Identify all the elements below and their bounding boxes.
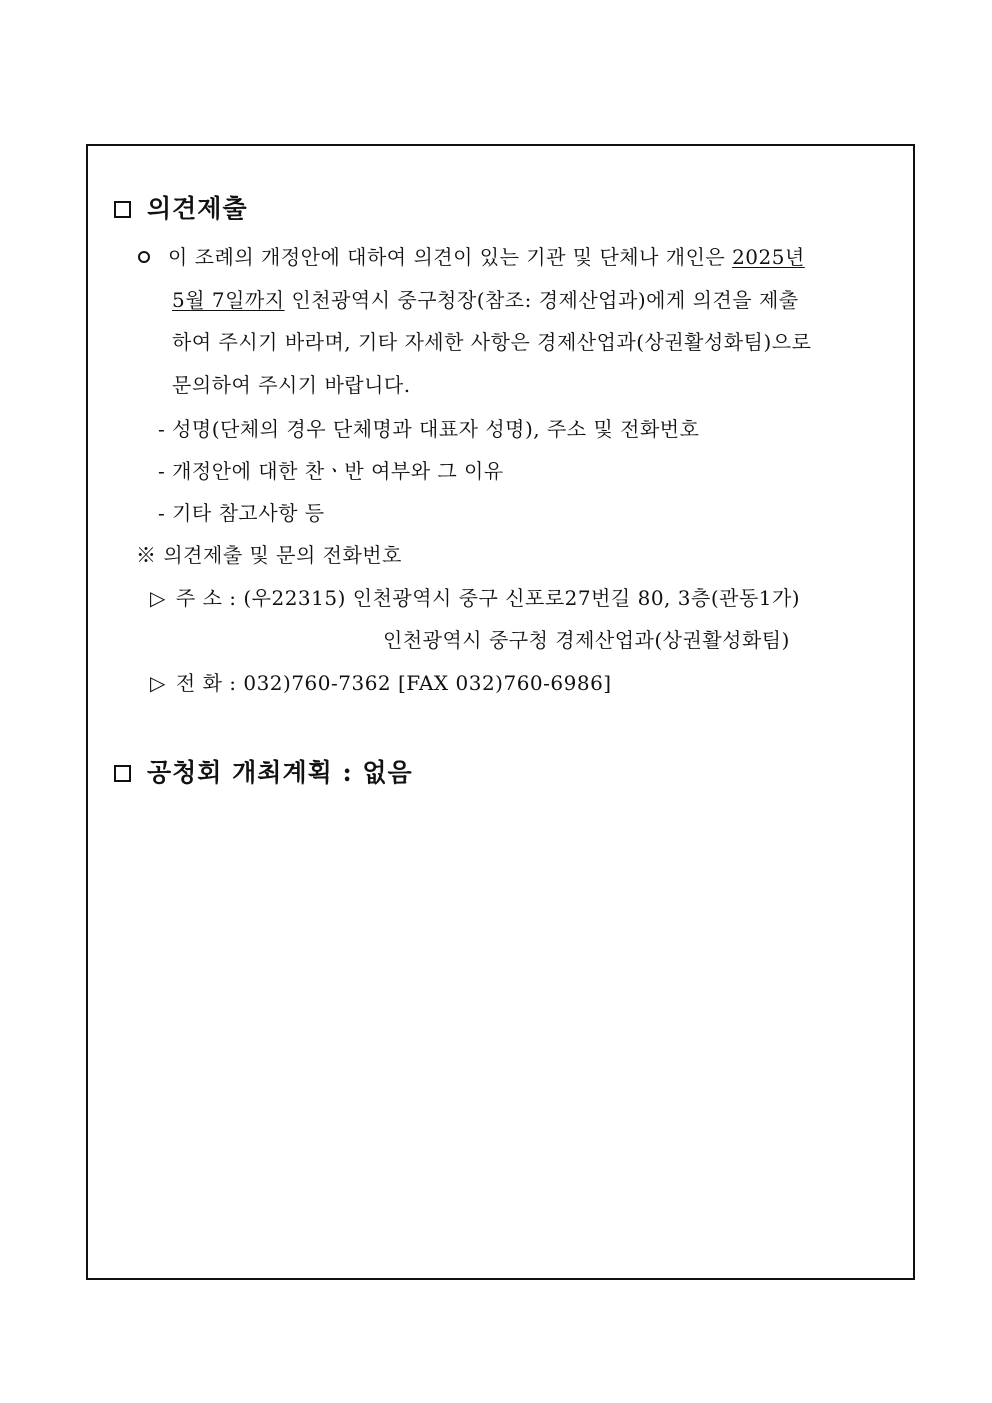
phone-value: 032)760-7362 [FAX 032)760-6986]: [243, 671, 612, 695]
bullet-text-1: 이 조례의 개정안에 대하여 의견이 있는 기관 및 단체나 개인은: [168, 245, 733, 269]
bullet-line-4: 문의하여 주시기 바랍니다.: [172, 373, 411, 397]
checkbox-square-icon: [114, 201, 131, 218]
list-item: - 개정안에 대한 찬ㆍ반 여부와 그 이유: [158, 459, 504, 483]
address-line: [150, 585, 800, 611]
circle-bullet-icon: [138, 251, 150, 263]
deadline-date: 5월 7일까지: [172, 288, 285, 312]
bullet-line-1: [138, 244, 805, 270]
list-item: - 기타 참고사항 등: [158, 501, 325, 525]
deadline-year: 2025년: [732, 245, 805, 269]
phone-line: [150, 670, 612, 696]
list-item: - 성명(단체의 경우 단체명과 대표자 성명), 주소 및 전화번호: [158, 417, 700, 441]
section-heading-opinion: [114, 194, 248, 224]
section-title: 의견제출: [147, 194, 248, 223]
document-frame: [86, 144, 915, 1280]
phone-label: 전 화 :: [175, 671, 237, 695]
section-heading-hearing: [114, 758, 413, 788]
bullet-text-2: 인천광역시 중구청장(참조: 경제산업과)에게 의견을 제출: [284, 288, 799, 312]
bullet-line-3: 하여 주시기 바라며, 기타 자세한 사항은 경제산업과(상권활성화팀)으로: [172, 330, 812, 354]
contact-note: ※ 의견제출 및 문의 전화번호: [136, 543, 402, 567]
address-value: (우22315) 인천광역시 중구 신포로27번길 80, 3층(관동1가): [243, 586, 801, 610]
address-line-2: 인천광역시 중구청 경제산업과(상권활성화팀): [383, 628, 790, 652]
address-label: 주 소 :: [175, 586, 237, 610]
triangle-right-icon: ▷: [150, 671, 166, 695]
checkbox-square-icon: [114, 765, 131, 782]
section-title: 공청회 개최계획 : 없음: [147, 758, 413, 787]
triangle-right-icon: ▷: [150, 586, 166, 610]
bullet-line-2: [172, 287, 799, 313]
